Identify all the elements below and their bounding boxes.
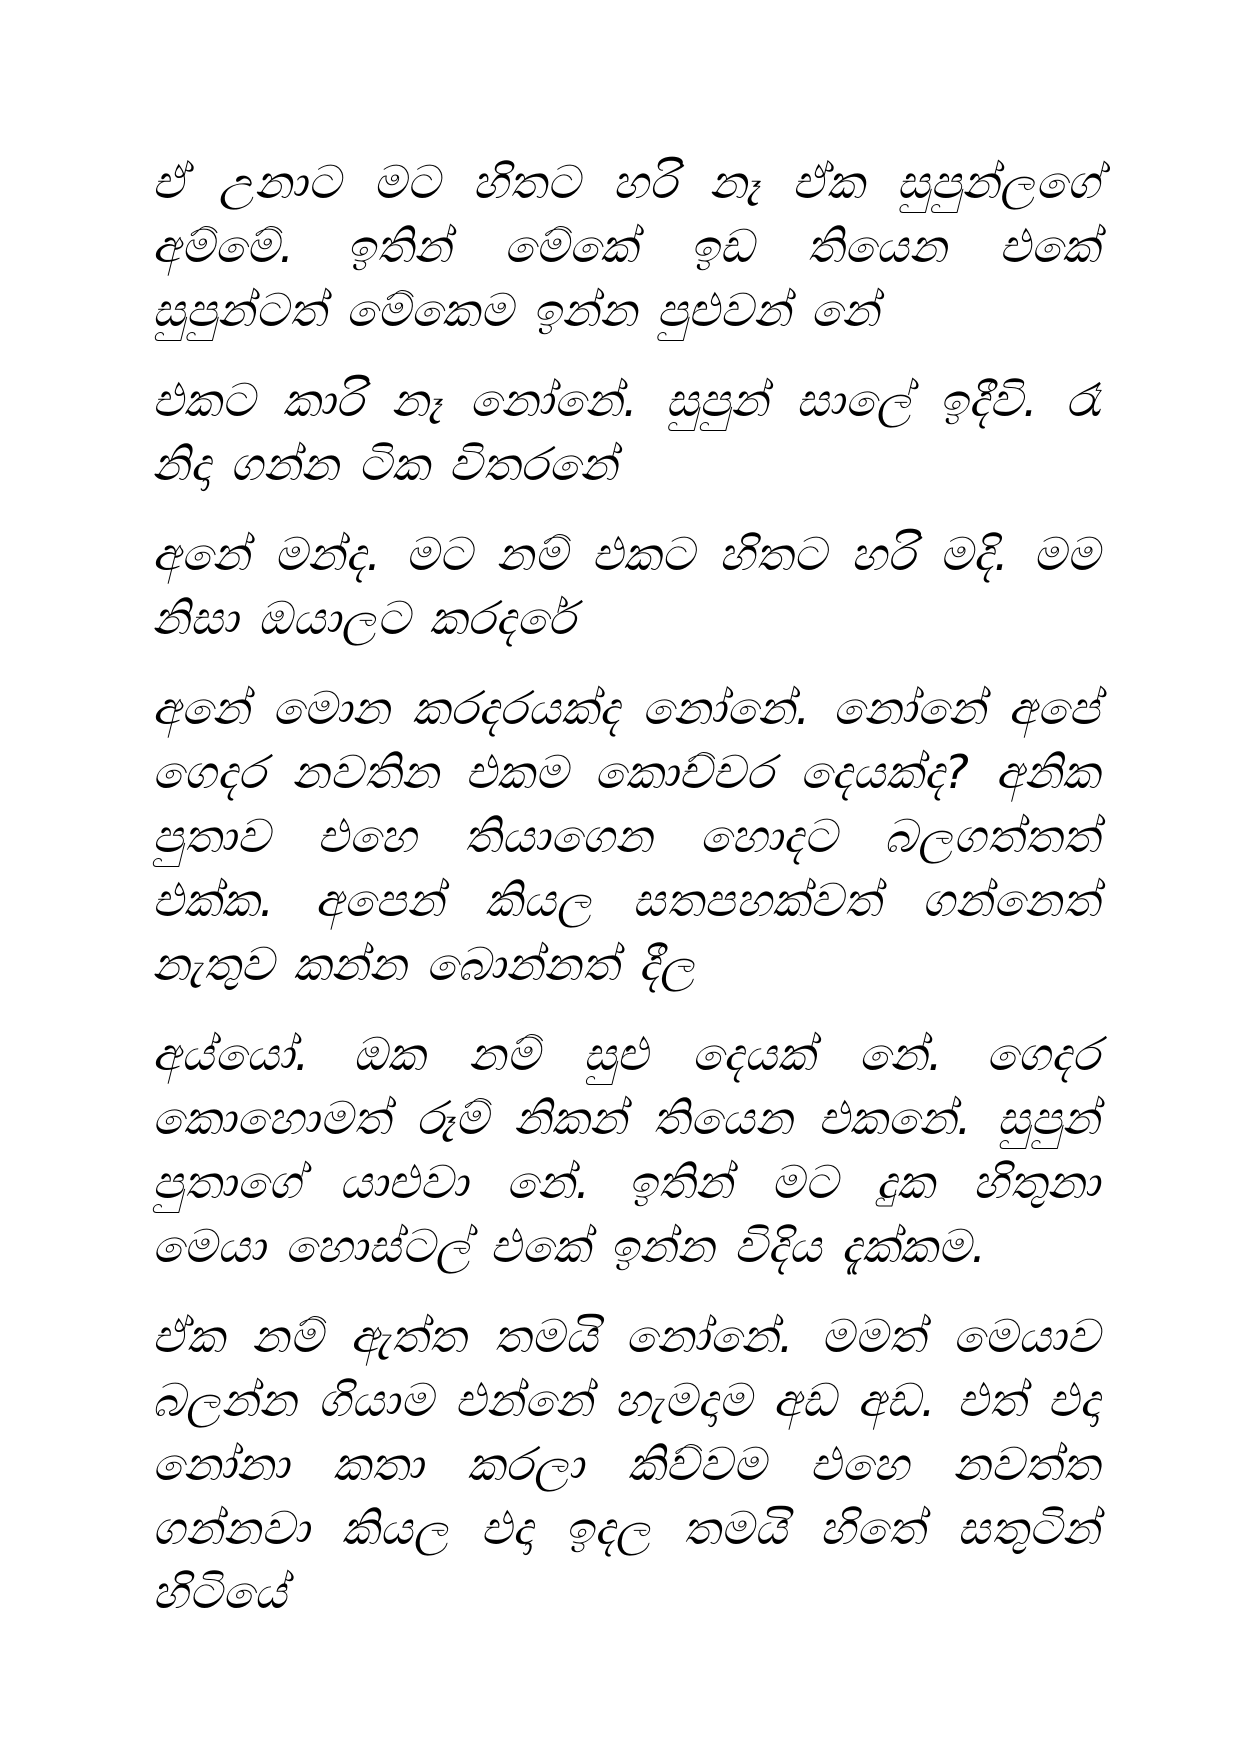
paragraph-6: ඒක නම් ඇත්ත තමයි නෝනේ. මමත් මෙයාව බලන්න ගියාම එන්නේ හැමදාම අඩ අඩ. එත් එදා නෝනා කතා කරලා කිව්වම එහෙ නවත්ත ගන්නවා කියල එදා ඉදල තමයි හිතේ සතුටින් හිටියේ: [152, 1309, 1100, 1619]
paragraph-4: අනේ මොන කරදරයක්ද නෝනේ. නෝනේ අපේ ගෙදර නවතින එකම කොච්චර දෙයක්ද? අනික පුතාව එහෙ තියාගෙන හොදට බලගත්තත් එක්ක. අපෙන් කියල සතපහක්වත් ගන්නෙත් නැතුව කන්න බොන්නත් දීල: [152, 681, 1100, 991]
document-body: [152, 150, 1100, 1650]
paragraph-3: අනේ මන්ද. මට නම් එකට හිතට හරි මදි. මම නිසා ඔයාලට කරදරේ: [152, 527, 1100, 645]
paragraph-1: ඒ උනාට මට හිතට හරි නෑ ඒක සුපුන්ලගේ අම්මේ. ඉතින් මේකේ ඉඩ තියෙන එකේ සුපුන්ටත් මේකෙම ඉන්න පුළුවන් නේ: [152, 155, 1100, 337]
paragraph-2: එකට කාරි නෑ නෝනේ. සුපුන් සාලේ ඉදීවි. රෑ නිදා ගන්න ටික විතරනේ: [152, 373, 1100, 491]
paragraph-5: අය්යෝ. ඔක නම් සුළු දෙයක් නේ. ගෙදර කොහොමත් රූම් නිකන් තියෙන එකනේ. සුපුන් පුතාගේ යාළුවා නේ. ඉතින් මට දුක හිතුනා මෙයා හොස්ටල් එකේ ඉන්න විදිය දැක්කම.: [152, 1027, 1100, 1273]
